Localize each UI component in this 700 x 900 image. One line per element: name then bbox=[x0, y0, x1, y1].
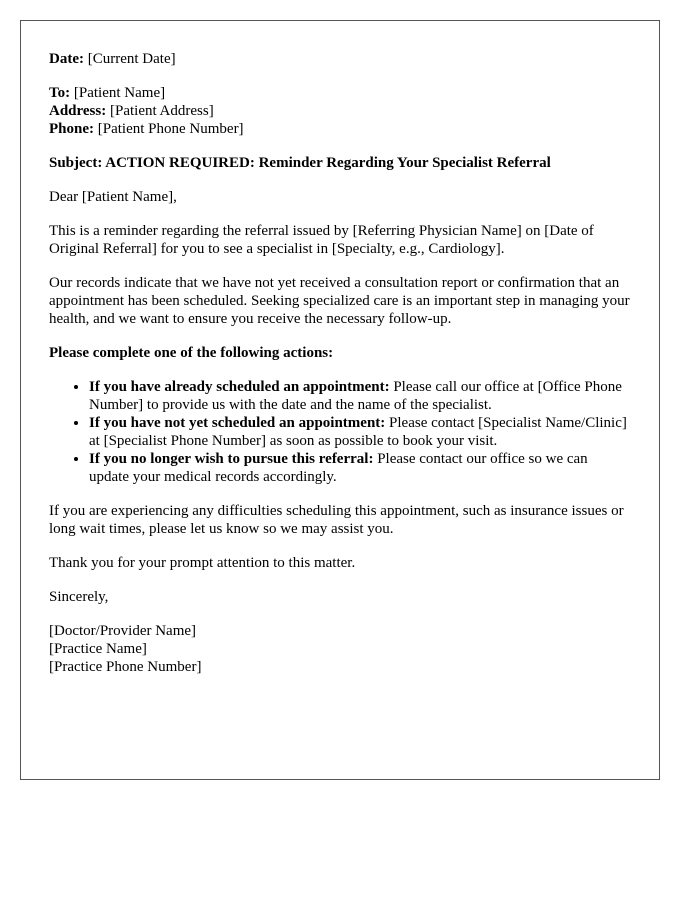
paragraph-records: Our records indicate that we have not yet received a consultation report or confirmation that an appointment has been scheduled. Seeking specialized care is an important step in managing your health, and we want to ensure you receive the necessary follow-up. bbox=[49, 275, 630, 327]
action-item-not-scheduled bbox=[89, 414, 631, 450]
action-item-no-longer-wish bbox=[89, 450, 631, 486]
paragraph-referral: This is a reminder regarding the referral issued by [Referring Physician Name] on [Date of Original Referral] for you to see a specialist in [Specialty, e.g., Cardiology]. bbox=[49, 223, 594, 257]
recipient-block bbox=[49, 84, 631, 138]
actions-list bbox=[49, 378, 631, 486]
address-label: Address: bbox=[49, 103, 107, 119]
action-text: Please contact our office so we can update your medical records accordingly. bbox=[89, 451, 588, 485]
action-lead: If you have not yet scheduled an appointment: bbox=[89, 415, 386, 431]
letter-page bbox=[20, 20, 660, 780]
practice-name: [Practice Name] bbox=[49, 641, 147, 657]
action-lead: If you no longer wish to pursue this referral: bbox=[89, 451, 374, 467]
thanks-line: Thank you for your prompt attention to this matter. bbox=[49, 555, 356, 571]
date-label: Date: bbox=[49, 51, 84, 67]
action-text: Please call our office at [Office Phone Number] to provide us with the date and the name of the specialist. bbox=[89, 379, 622, 413]
address-value: [Patient Address] bbox=[106, 103, 214, 119]
date-line bbox=[49, 50, 631, 68]
phone-line bbox=[49, 120, 631, 138]
actions-heading-text: Please complete one of the following actions: bbox=[49, 345, 334, 361]
subject-text: Subject: ACTION REQUIRED: Reminder Regarding Your Specialist Referral bbox=[49, 155, 551, 171]
address-line bbox=[49, 102, 631, 120]
signature-block bbox=[49, 622, 631, 676]
phone-value: [Patient Phone Number] bbox=[94, 121, 244, 137]
action-lead: If you have already scheduled an appointment: bbox=[89, 379, 390, 395]
salutation: Dear [Patient Name], bbox=[49, 189, 177, 205]
phone-label: Phone: bbox=[49, 121, 94, 137]
to-line bbox=[49, 84, 631, 102]
actions-heading bbox=[49, 344, 631, 362]
action-text: Please contact [Specialist Name/Clinic] at [Specialist Phone Number] as soon as possible to book your visit. bbox=[89, 415, 627, 449]
action-item-scheduled bbox=[89, 378, 631, 414]
practice-phone: [Practice Phone Number] bbox=[49, 659, 202, 675]
closing: Sincerely, bbox=[49, 589, 109, 605]
date-value: [Current Date] bbox=[83, 51, 176, 67]
provider-name: [Doctor/Provider Name] bbox=[49, 623, 197, 639]
to-value: [Patient Name] bbox=[70, 85, 166, 101]
paragraph-difficulties: If you are experiencing any difficulties scheduling this appointment, such as insurance issues or long wait times, please let us know so we may assist you. bbox=[49, 503, 624, 537]
subject-line bbox=[49, 154, 631, 172]
to-label: To: bbox=[49, 85, 71, 101]
